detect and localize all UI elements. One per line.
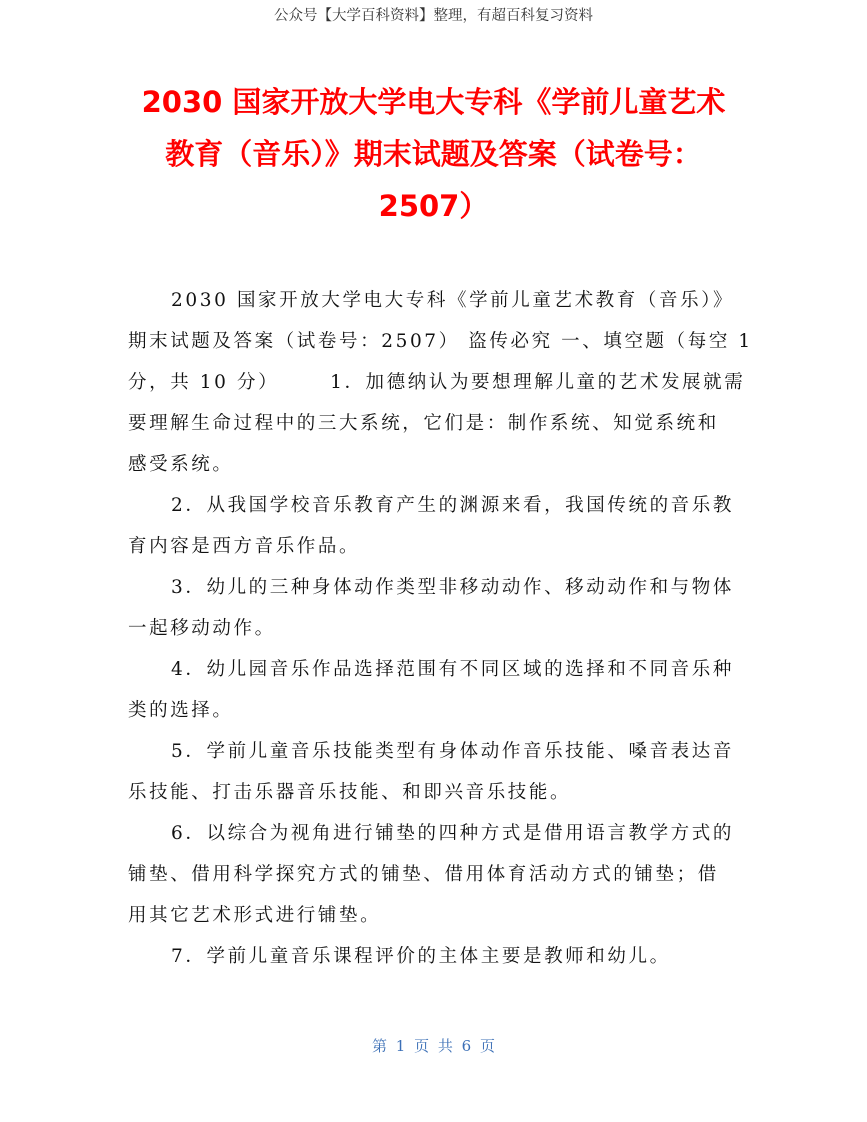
title-line: 教育（音乐）》期末试题及答案（试卷号： [165,137,702,171]
page-header: 公众号【大学百科资料】整理，有超百科复习资料 [274,8,593,24]
text-line: 类的选择。 [128,700,234,721]
text-line: 2．从我国学校音乐教育产生的渊源来看，我国传统的音乐教 [171,495,734,516]
paragraph [128,485,748,567]
paragraph [128,936,748,977]
paragraph [128,649,748,731]
text-line: 5．学前儿童音乐技能类型有身体动作音乐技能、嗓音表达音 [171,741,734,762]
title-line: 2507） [378,189,489,223]
text-line: 铺垫、借用科学探究方式的铺垫、借用体育活动方式的铺垫；借 [128,864,719,885]
text-line: 乐技能、打击乐器音乐技能、和即兴音乐技能。 [128,782,572,803]
document-title [60,76,807,232]
page-number: 第 1 页 共 6 页 [372,1037,495,1055]
text-line: 7．学前儿童音乐课程评价的主体主要是教师和幼儿。 [171,946,671,967]
text-line: 育内容是西方音乐作品。 [128,536,361,557]
text-line: 3．幼儿的三种身体动作类型非移动动作、移动动作和与物体 [171,577,734,598]
paragraph [128,813,748,936]
text-line: 6．以综合为视角进行铺垫的四种方式是借用语言教学方式的 [171,823,734,844]
text-line: 2030 国家开放大学电大专科《学前儿童艺术教育（音乐）》 [171,290,735,311]
title-line: 2030 国家开放大学电大专科《学前儿童艺术 [141,85,726,119]
paragraph [128,567,748,649]
text-line: 分，共 10 分） 1．加德纳认为要想理解儿童的艺术发展就需 [128,372,746,393]
text-line: 一起移动动作。 [128,618,276,639]
document-body [128,280,753,977]
text-line: 用其它艺术形式进行铺垫。 [128,905,382,926]
paragraph [128,731,748,813]
text-line: 期末试题及答案（试卷号：2507） 盗传必究 一、填空题（每空 1 [128,331,753,352]
text-line: 4．幼儿园音乐作品选择范围有不同区域的选择和不同音乐种 [171,659,734,680]
text-line: 要理解生命过程中的三大系统，它们是：制作系统、知觉系统和 [128,413,719,434]
paragraph [128,280,753,485]
text-line: 感受系统。 [128,454,234,475]
